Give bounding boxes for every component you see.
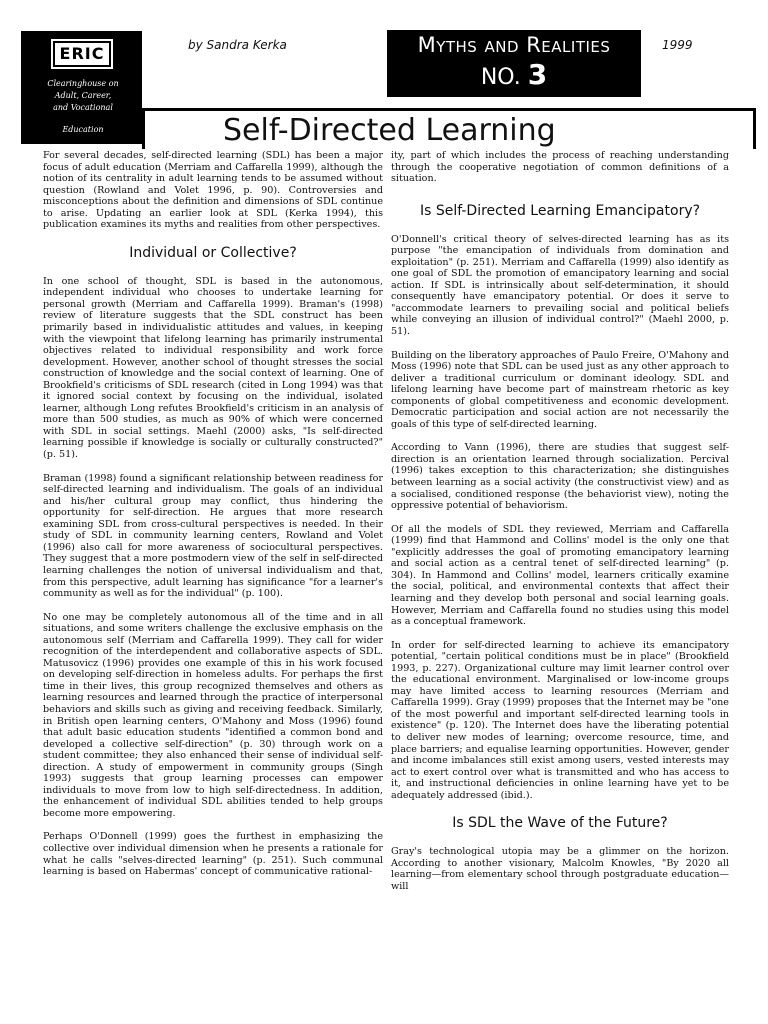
series-number — [387, 58, 641, 91]
title-frame — [142, 108, 756, 149]
series-number-value: 3 — [527, 58, 548, 91]
paragraph: Of all the models of SDL they reviewed, Merriam and Caffarella (1999) find that Hammond and Collins' model is the only one that "explicitly addresses the goal of promoting emancipatory learning and social action as a central tenet of self-directed learning" (p. 304). In Hammond and Collins' model, learners critically examine the social, political, and environmental contexts that affect their learning and they develop both personal and social learning goals. However, Merriam and Caffarella found no studies using this model as a conceptual framework. — [391, 523, 729, 628]
section-heading: Individual or Collective? — [129, 244, 297, 261]
paragraph: Building on the liberatory approaches of Paulo Freire, O'Mahony and Moss (1996) note that SDL can be used just as any other approach to deliver a traditional curriculum or dominant ideology. SDL and lifelong learning have become part of mainstream rhetoric as key components of global competitiveness and economic development. Democratic participation and social action are not necessarily the goals of this type of self-directed learning. — [391, 349, 729, 430]
clearinghouse-line: and Vocational — [53, 103, 113, 112]
paragraph: No one may be completely autonomous all of the time and in all situations, and some writers challenge the exclusive emphasis on the autonomous self (Merriam and Caffarella 1999). They call for wider recognition of the interdependent and collaborative aspects of SDL. Matusovicz (1996) provides one example of this in his work focused on developing self-direction in homeless adults. For perhaps the first time in their lives, this group recognized themselves and others as learning resources and learned through the practice of interpersonal behaviors and skills such as giving and receiving feedback. Similarly, in British open learning centers, O'Mahony and Moss (1996) found that adult basic education students "identified a common bond and developed a collective self-direction" (p. 30) through work on a student committee; they also enhanced their sense of individual self-direction. A study of empowerment in community groups (Singh 1993) suggests that group learning processes can empower individuals to move from low to high self-directedness. In addition, the enhancement of individual SDL abilities tended to help groups become more empowering. — [43, 611, 383, 819]
series-title: Myths and Realities — [417, 33, 611, 57]
clearinghouse-line: Clearinghouse on — [47, 79, 119, 88]
paragraph: Braman (1998) found a significant relationship between readiness for self-directed learning and individualism. The goals of an individual and his/her cultural group may conflict, thus hindering the opportunity for self-direction. He argues that more research examining SDL from cross-cultural perspectives is needed. In their study of SDL in community learning centers, Rowland and Volet (1996) also call for more awareness of sociocultural perspectives. They suggest that a more postmodern view of the self in self-directed learning challenges the notion of universal individualism and that, from this perspective, adult learning has significance "for a learner's community as well as for the individual" (p. 100). — [43, 472, 383, 600]
series-banner — [387, 30, 641, 97]
paragraph: O'Donnell's critical theory of selves-directed learning has as its purpose "the emancipation of individuals from domination and exploitation" (p. 251). Merriam and Caffarella (1999) also identify as one goal of SDL the promotion of emancipatory learning and social action. If SDL is intrinsically about self-determination, it should consequently have emancipatory potential. Or does it serve to "accommodate learners to prevailing social and political beliefs while conveying an illusion of individual control?" (Maehl 2000, p. 51). — [391, 233, 729, 338]
paragraph: Gray's technological utopia may be a glimmer on the horizon. According to another visionary, Malcolm Knowles, "By 2020 all learning—from elementary school through postgraduate education—will — [391, 846, 729, 892]
author-byline: by Sandra Kerka — [188, 38, 287, 52]
clearinghouse-name — [33, 78, 133, 136]
paragraph: According to Vann (1996), there are studies that suggest self-direction is an orientation learned through socialization. Percival (1996) takes exception to this characterization; she distinguishes between learning as a social activity (the constructivist view) and as a socialised, conditioned response (the behaviorist view), noting the oppressive potential of behaviorism. — [391, 442, 729, 512]
paragraph: In one school of thought, SDL is based in the autonomous, independent individual who chooses to undertake learning for personal growth (Merriam and Caffarella 1999). Braman's (1998) review of literature suggests that the SDL construct has been primarily based in individualistic attitudes and values, in keeping with the viewpoint that lifelong learning has primarily instrumental objectives related to individual responsibility and work force development. However, another school of thought stresses the social construction of knowledge and the social context of learning. One of Brookfield's criticisms of SDL research (cited in Long 1994) was that it ignored social context by focusing on the individual, isolated learner, although Long refutes Brookfield's criticism in an analysis of more than 500 studies, as much as 90% of which were concerned with SDL in social settings. Maehl (2000) asks, "Is self-directed learning possible if knowledge is socially or culturally constructed?" (p. 51). — [43, 275, 383, 461]
paragraph: Perhaps O'Donnell (1999) goes the furthest in emphasizing the collective over individual dimension when he presents a rationale for what he calls "selves-directed learning" (p. 251). Such communal learning is based on Habermas' concept of communicative rational- — [43, 831, 383, 878]
right-column — [391, 150, 729, 904]
clearinghouse-line: Adult, Career, — [54, 91, 112, 100]
left-column — [43, 150, 383, 890]
page-title: Self-Directed Learning — [223, 113, 556, 148]
clearinghouse-line: Education — [62, 125, 104, 134]
eric-logo: ERIC — [53, 41, 111, 67]
clearinghouse-box — [21, 31, 142, 144]
paragraph: ity, part of which includes the process of reaching understanding through the cooperative negotiation of common definitions of a situation. — [391, 150, 729, 185]
series-number-label: NO. — [480, 65, 521, 90]
publication-year: 1999 — [662, 38, 693, 52]
paragraph: For several decades, self-directed learning (SDL) has been a major focus of adult education (Merriam and Caffarella 1999), although the notion of its centrality in adult learning tends to be assumed without question (Rowland and Volet 1996, p. 90). Controversies and misconceptions about the definition and dimensions of SDL continue to arise. Updating an earlier look at SDL (Kerka 1994), this publication examines its myths and realities from other perspectives. — [43, 150, 383, 231]
section-heading: Is Self-Directed Learning Emancipatory? — [419, 202, 701, 219]
section-heading: Is SDL the Wave of the Future? — [452, 815, 668, 832]
paragraph: In order for self-directed learning to achieve its emancipatory potential, "certain political conditions must be in place" (Brookfield 1993, p. 227). Organizational culture may limit learner control over the educational environment. Marginalised or low-income groups may have limited access to learning resources (Merriam and Caffarella 1999). Gray (1999) proposes that the Internet may be "one of the most powerful and important self-directed learning tools in existence" (p. 120). The Internet does have the liberating potential to deliver new modes of learning; overcome resource, time, and place barriers; and equalise learning opportunities. However, gender and income imbalances still exist among users, vested interests may act to exert control over what is transmitted and who has access to it, and instructional deficiencies in online learning have yet to be adequately addressed (ibid.). — [391, 639, 729, 801]
